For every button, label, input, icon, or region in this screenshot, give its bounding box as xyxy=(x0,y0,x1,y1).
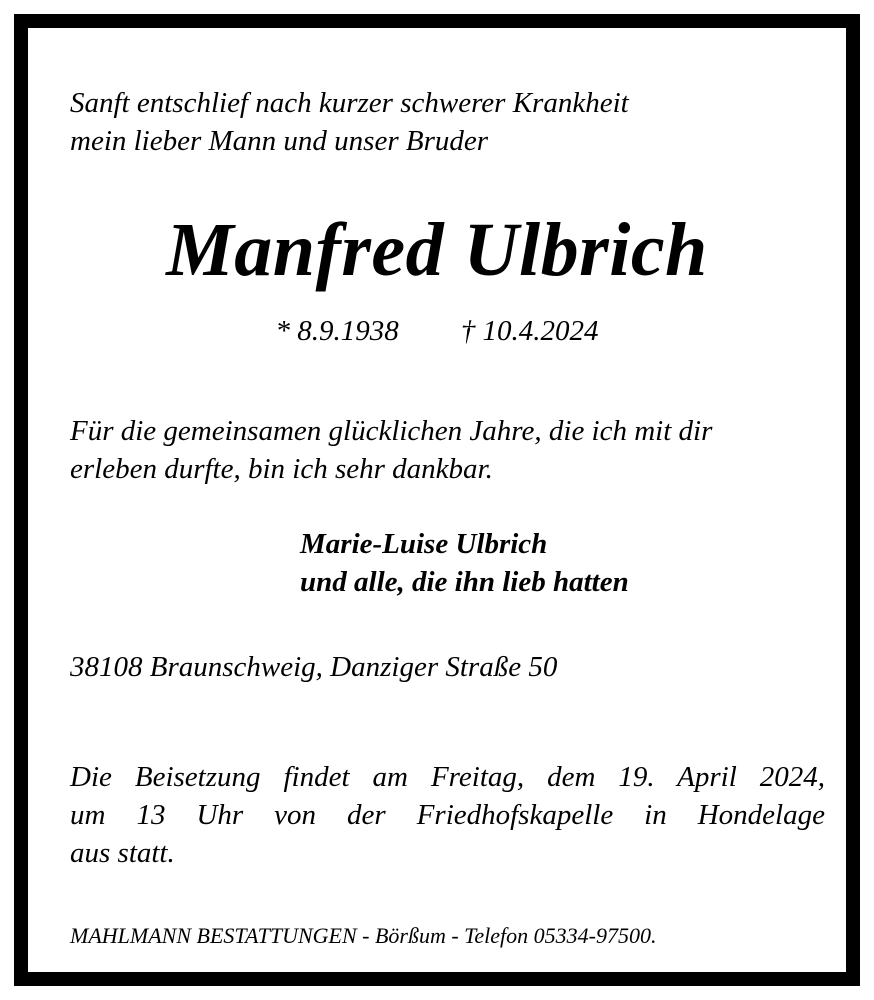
funeral-line-3: aus statt. xyxy=(70,837,175,869)
thanks-line-1: Für die gemeinsamen glücklichen Jahre, die ich mit dir xyxy=(70,415,713,447)
death-date: † 10.4.2024 xyxy=(460,315,599,347)
obituary-notice xyxy=(14,14,860,986)
opening-line-2: mein lieber Mann und unser Bruder xyxy=(70,125,489,157)
signers xyxy=(300,525,629,601)
undertaker-info: MAHLMANN BESTATTUNGEN - Börßum - Telefon 05334-97500. xyxy=(70,923,657,948)
address: 38108 Braunschweig, Danziger Straße 50 xyxy=(70,651,558,683)
deceased-name: Manfred Ulbrich xyxy=(166,208,708,292)
opening-line-1: Sanft entschlief nach kurzer schwerer Krankheit xyxy=(70,87,629,119)
signer-others: und alle, die ihn lieb hatten xyxy=(300,566,629,598)
funeral-info xyxy=(70,758,825,872)
birth-date: * 8.9.1938 xyxy=(275,315,399,347)
funeral-line-2: um 13 Uhr von der Friedhofskapelle in Hondelage xyxy=(70,799,825,831)
life-dates xyxy=(28,312,846,350)
signer-name: Marie-Luise Ulbrich xyxy=(300,528,548,560)
thanks-line-2: erleben durfte, bin ich sehr dankbar. xyxy=(70,453,493,485)
funeral-line-1: Die Beisetzung findet am Freitag, dem 19. April 2024, xyxy=(70,761,825,793)
thanks-text xyxy=(70,412,712,488)
opening-text xyxy=(70,84,629,160)
